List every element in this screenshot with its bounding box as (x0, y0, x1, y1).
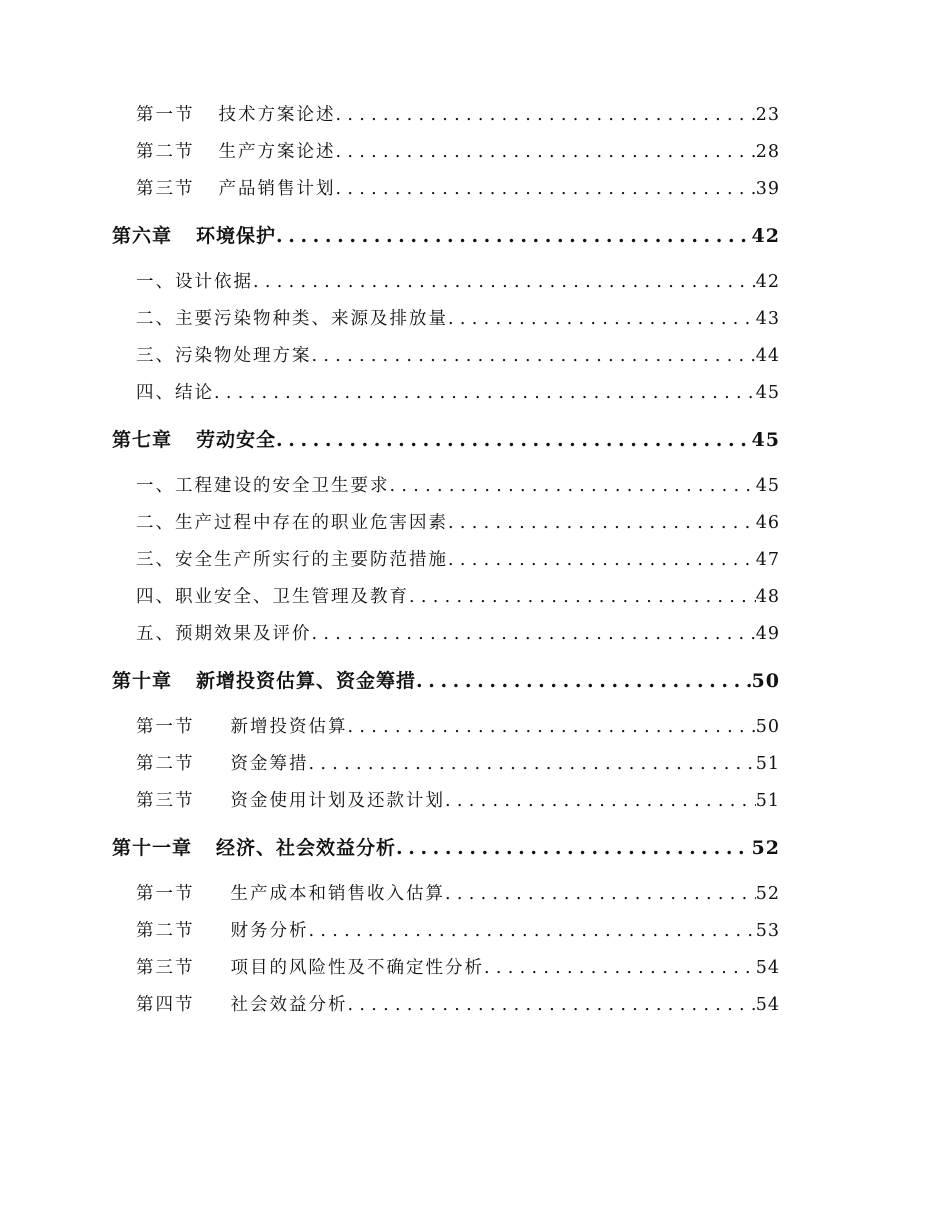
toc-entry-label (136, 621, 312, 647)
toc-entry-prefix: 第十一章 (112, 837, 193, 859)
toc-section-entry[interactable] (136, 992, 780, 1018)
toc-entry-prefix: 第三节 (136, 179, 195, 199)
toc-entry-prefix: 第一节 (136, 717, 195, 737)
toc-page-number: 42 (751, 225, 780, 247)
toc-entry-label (136, 139, 336, 165)
toc-page-number: 48 (755, 587, 780, 607)
toc-section-entry[interactable] (136, 955, 780, 981)
toc-dot-leader (409, 584, 756, 610)
toc-entry-title: 三、污染物处理方案 (136, 346, 312, 366)
toc-entry-label (136, 380, 214, 406)
toc-dot-leader (214, 380, 756, 406)
toc-dot-leader (276, 223, 752, 249)
toc-section-entry[interactable] (136, 269, 780, 295)
toc-entry-label (112, 223, 276, 249)
toc-page-number: 43 (755, 309, 780, 329)
toc-entry-title: 一、工程建设的安全卫生要求 (136, 476, 390, 496)
toc-entry-title: 环境保护 (196, 225, 277, 247)
toc-dot-leader (309, 918, 756, 944)
toc-entry-title: 二、主要污染物种类、来源及排放量 (136, 309, 448, 329)
toc-page-number: 53 (755, 921, 780, 941)
toc-page-number: 50 (755, 717, 780, 737)
toc-chapter-entry[interactable] (112, 427, 780, 453)
toc-entry-title: 四、结论 (136, 383, 214, 403)
toc-chapter-entry[interactable] (112, 835, 780, 861)
toc-entry-title: 三、安全生产所实行的主要防范措施 (136, 550, 448, 570)
toc-section-entry[interactable] (136, 918, 780, 944)
toc-dot-leader (336, 176, 756, 202)
toc-dot-leader (253, 269, 756, 295)
toc-page-number: 45 (751, 429, 780, 451)
toc-section-entry[interactable] (136, 473, 780, 499)
toc-chapter-entry[interactable] (112, 668, 780, 694)
toc-entry-prefix: 第二节 (136, 142, 195, 162)
toc-section-entry[interactable] (136, 881, 780, 907)
toc-dot-leader (448, 306, 756, 332)
toc-entry-label (112, 427, 276, 453)
toc-entry-label (136, 788, 445, 814)
toc-entry-title: 一、设计依据 (136, 272, 253, 292)
toc-page-number: 50 (751, 670, 780, 692)
toc-entry-label (136, 510, 448, 536)
toc-entry-label (136, 102, 336, 128)
toc-entry-title: 技术方案论述 (218, 105, 336, 125)
toc-page-number: 47 (755, 550, 780, 570)
toc-page-number: 28 (755, 142, 780, 162)
toc-entry-prefix: 第六章 (112, 225, 173, 247)
toc-entry-label (136, 955, 484, 981)
toc-dot-leader (276, 427, 752, 453)
toc-entry-label (136, 343, 312, 369)
toc-entry-label (136, 176, 336, 202)
toc-entry-prefix: 第一节 (136, 884, 195, 904)
toc-dot-leader (312, 621, 756, 647)
toc-section-entry[interactable] (136, 584, 780, 610)
toc-page-number: 51 (755, 791, 780, 811)
toc-entry-prefix: 第二节 (136, 921, 195, 941)
toc-entry-prefix: 第三节 (136, 791, 195, 811)
toc-dot-leader (416, 668, 752, 694)
toc-entry-label (136, 751, 309, 777)
toc-entry-title: 生产成本和销售收入估算 (230, 884, 445, 904)
toc-entry-title: 资金筹措 (230, 754, 309, 774)
toc-section-entry[interactable] (136, 343, 780, 369)
toc-section-entry[interactable] (136, 139, 780, 165)
toc-page-number: 52 (755, 884, 780, 904)
toc-dot-leader (445, 788, 756, 814)
toc-page-number: 44 (755, 346, 780, 366)
toc-entry-label (136, 547, 448, 573)
toc-entry-title: 经济、社会效益分析 (216, 837, 397, 859)
toc-dot-leader (312, 343, 756, 369)
toc-entry-prefix: 第十章 (112, 670, 173, 692)
toc-entry-title: 劳动安全 (196, 429, 277, 451)
toc-entry-prefix: 第一节 (136, 105, 195, 125)
toc-dot-leader (348, 992, 756, 1018)
toc-entry-label (136, 881, 445, 907)
toc-entry-title: 生产方案论述 (218, 142, 336, 162)
toc-page-number: 39 (755, 179, 780, 199)
toc-dot-leader (448, 547, 756, 573)
toc-section-entry[interactable] (136, 176, 780, 202)
toc-entry-label (136, 714, 348, 740)
toc-page-number: 49 (755, 624, 780, 644)
toc-page-number: 54 (755, 995, 780, 1015)
toc-section-entry[interactable] (136, 621, 780, 647)
toc-section-entry[interactable] (136, 547, 780, 573)
toc-page-number: 45 (755, 383, 780, 403)
toc-entry-label (136, 918, 309, 944)
toc-entry-title: 资金使用计划及还款计划 (230, 791, 445, 811)
toc-page-number: 46 (755, 513, 780, 533)
toc-dot-leader (336, 139, 756, 165)
toc-entry-prefix: 第七章 (112, 429, 173, 451)
toc-dot-leader (336, 102, 756, 128)
toc-section-entry[interactable] (136, 306, 780, 332)
toc-page-number: 52 (751, 837, 780, 859)
toc-page-number: 45 (755, 476, 780, 496)
toc-section-entry[interactable] (136, 788, 780, 814)
toc-entry-prefix: 第四节 (136, 995, 195, 1015)
toc-entry-label (136, 306, 448, 332)
toc-dot-leader (448, 510, 756, 536)
toc-entry-title: 新增投资估算、资金筹措 (196, 670, 417, 692)
toc-dot-leader (348, 714, 756, 740)
toc-entry-title: 五、预期效果及评价 (136, 624, 312, 644)
toc-dot-leader (390, 473, 756, 499)
toc-page-number: 51 (755, 754, 780, 774)
toc-entry-label (136, 473, 390, 499)
toc-page-number: 54 (755, 958, 780, 978)
toc-section-entry[interactable] (136, 751, 780, 777)
toc-entry-prefix: 第二节 (136, 754, 195, 774)
toc-section-entry[interactable] (136, 102, 780, 128)
toc-entry-label (136, 269, 253, 295)
toc-dot-leader (309, 751, 756, 777)
toc-entry-label (136, 584, 409, 610)
toc-section-entry[interactable] (136, 510, 780, 536)
toc-chapter-entry[interactable] (112, 223, 780, 249)
toc-entry-title: 新增投资估算 (230, 717, 348, 737)
toc-page-number: 23 (755, 105, 780, 125)
toc-entry-title: 项目的风险性及不确定性分析 (230, 958, 484, 978)
toc-entry-label (112, 835, 396, 861)
toc-entry-label (136, 992, 348, 1018)
toc-entry-title: 四、职业安全、卫生管理及教育 (136, 587, 409, 607)
toc-section-entry[interactable] (136, 714, 780, 740)
toc-dot-leader (484, 955, 756, 981)
toc-entry-title: 财务分析 (230, 921, 309, 941)
toc-dot-leader (396, 835, 752, 861)
toc-dot-leader (445, 881, 756, 907)
toc-entry-title: 社会效益分析 (230, 995, 348, 1015)
toc-entry-label (112, 668, 416, 694)
toc-entry-title: 二、生产过程中存在的职业危害因素 (136, 513, 448, 533)
toc-entry-prefix: 第三节 (136, 958, 195, 978)
toc-entry-title: 产品销售计划 (218, 179, 336, 199)
toc-page-number: 42 (755, 272, 780, 292)
toc-section-entry[interactable] (136, 380, 780, 406)
